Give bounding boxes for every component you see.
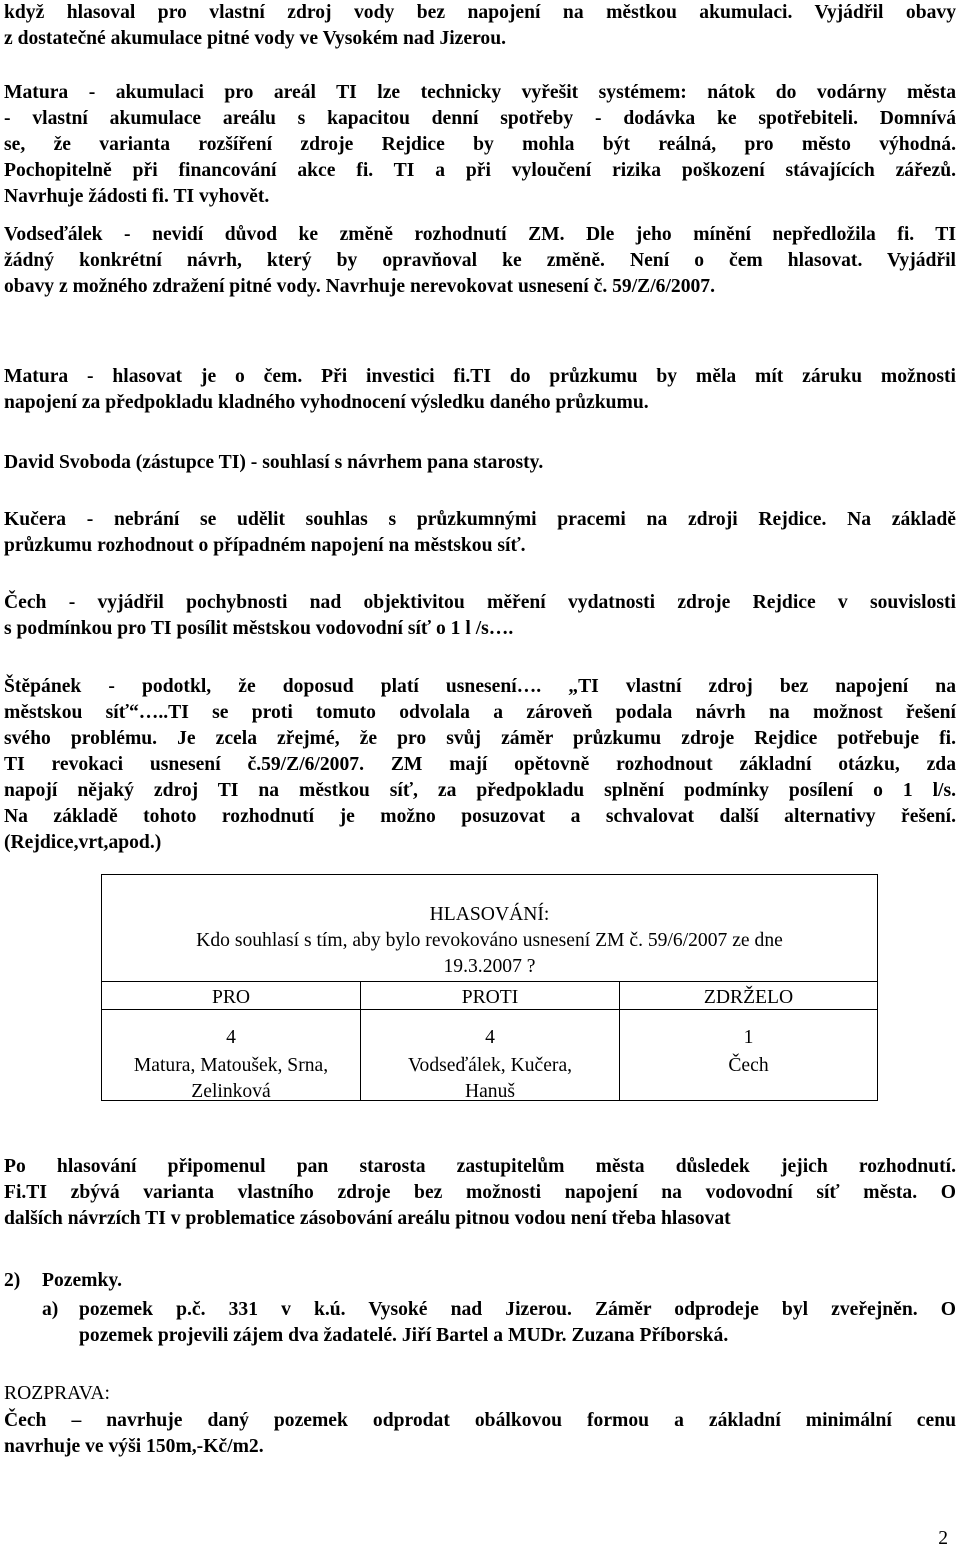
item-a-marker: a): [42, 1299, 59, 1320]
paragraph-8: [4, 674, 956, 856]
text-line: Fi.TI zbývá varianta vlastního zdroje bez možnosti napojení na vodovodní síť města. O: [4, 1182, 956, 1203]
paragraph-9: [4, 1154, 956, 1232]
text-line: dalších návrzích TI v problematice zásobování areálu pitnou vodou není třeba hlasovat: [4, 1208, 731, 1229]
page-number: 2: [938, 1528, 948, 1549]
vote-column-zdrzelo: [620, 982, 877, 1100]
text-line: napojí nějaký zdroj TI na městkou síť, za předpokladu splnění podmínky posílení o 1 l/s.: [4, 780, 956, 801]
text-line: (Rejdice,vrt,apod.): [4, 832, 162, 853]
voting-table-header: [102, 875, 877, 982]
rozprava-text: [4, 1408, 956, 1460]
paragraph-4: [4, 364, 956, 416]
vote-names-pro: [102, 1053, 360, 1105]
text-line: David Svoboda (zástupce TI) - souhlasí s návrhem pana starosty.: [4, 452, 544, 473]
text-line: obavy z možného zdražení pitné vody. Navrhuje nerevokovat usnesení č. 59/Z/6/2007.: [4, 276, 716, 297]
text-line: Štěpánek - podotkl, že doposud platí usnesení…. „TI vlastní zdroj bez napojení na: [4, 676, 956, 697]
text-line: navrhuje ve výši 150m,-Kč/m2.: [4, 1436, 264, 1457]
text-line: pozemek projevili zájem dva žadatelé. Jiří Bartel a MUDr. Zuzana Příborská.: [79, 1325, 729, 1346]
paragraph-1: [4, 0, 956, 52]
paragraph-5: [4, 450, 956, 476]
vote-names-line: Matura, Matoušek, Srna,: [133, 1055, 329, 1076]
text-line: Kučera - nebrání se udělit souhlas s průzkumnými pracemi na zdroji Rejdice. Na základě: [4, 509, 956, 530]
text-line: TI revokaci usnesení č.59/Z/6/2007. ZM mají opětovně rozhodnout základní otázku, zda: [4, 754, 956, 775]
vote-label-proti: PROTI: [461, 987, 519, 1008]
vote-label-zdrzelo: ZDRŽELO: [703, 987, 794, 1008]
paragraph-2: [4, 80, 956, 210]
vote-count-pro: 4: [226, 1027, 236, 1048]
vote-label-pro: PRO: [211, 987, 251, 1008]
paragraph-6: [4, 507, 956, 559]
voting-question-date: 19.3.2007 ?: [443, 956, 536, 977]
text-line: Na základě tohoto rozhodnutí je možno posuzovat a schvalovat další alternativy řešení.: [4, 806, 956, 827]
text-line: žádný konkrétní návrh, který by opravňoval ke změně. Není o čem hlasovat. Vyjádřil: [4, 250, 956, 271]
vote-column-proti: [361, 982, 619, 1100]
vote-count-proti: 4: [485, 1027, 495, 1048]
text-line: Čech - vyjádřil pochybnosti nad objektivitou měření vydatnosti zdroje Rejdice v souvislosti: [4, 592, 956, 613]
text-line: se, že varianta rozšíření zdroje Rejdice by mohla být reálná, pro město výhodná.: [4, 134, 956, 155]
vote-column-pro: [102, 982, 360, 1100]
text-line: Čech – navrhuje daný pozemek odprodat obálkovou formou a základní minimální cenu: [4, 1410, 956, 1431]
text-line: Po hlasování připomenul pan starosta zastupitelům města důsledek jejich rozhodnutí.: [4, 1156, 956, 1177]
paragraph-7: [4, 590, 956, 642]
rozprava-label: ROZPRAVA:: [4, 1383, 110, 1404]
text-line: Matura - hlasovat je o čem. Při investici fi.TI do průzkumu by měla mít záruku možnosti: [4, 366, 956, 387]
text-line: svého problému. Je zcela zřejmé, že pro svůj záměr průzkumu zdroje Rejdice potřebuje fi.: [4, 728, 956, 749]
vote-names-proti: [361, 1053, 619, 1105]
vote-names-line: Vodseďálek, Kučera,: [407, 1055, 573, 1076]
section-title: Pozemky.: [42, 1270, 122, 1291]
text-line: Navrhuje žádosti fi. TI vyhovět.: [4, 186, 270, 207]
rozprava-heading: [4, 1381, 956, 1407]
vote-names-line: Hanuš: [464, 1081, 516, 1102]
item-a: [4, 1297, 956, 1349]
voting-table: [101, 874, 878, 1101]
text-line: Pochopitelně při financování akce fi. TI a při vyloučení rizika poškození stávajících zářezů.: [4, 160, 956, 181]
paragraph-3: [4, 222, 956, 300]
vote-count-zdrzelo: 1: [743, 1027, 754, 1048]
text-line: - vlastní akumulace areálu s kapacitou denní spotřeby - dodávka ke spotřebiteli. Domnívá: [4, 108, 956, 129]
text-line: když hlasoval pro vlastní zdroj vody bez napojení na městkou akumulaci. Vyjádřil obavy: [4, 2, 956, 23]
voting-heading: HLASOVÁNÍ:: [429, 904, 550, 925]
text-line: Matura - akumulaci pro areál TI lze technicky vyřešit systémem: nátok do vodárny města: [4, 82, 956, 103]
text-line: napojení za předpokladu kladného vyhodnocení výsledku daného průzkumu.: [4, 392, 649, 413]
voting-question: Kdo souhlasí s tím, aby bylo revokováno usnesení ZM č. 59/6/2007 ze dne: [196, 930, 783, 951]
vote-names-line: Zelinková: [191, 1081, 271, 1102]
text-line: Vodseďálek - nevidí důvod ke změně rozhodnutí ZM. Dle jeho mínění nepředložila fi. TI: [4, 224, 956, 245]
vote-names-line: Čech: [728, 1055, 769, 1076]
vote-names-zdrzelo: [620, 1053, 877, 1079]
text-line: z dostatečné akumulace pitné vody ve Vysokém nad Jizerou.: [4, 28, 507, 49]
section-number: 2): [4, 1270, 21, 1291]
section-2-heading: [4, 1268, 956, 1294]
text-line: s podmínkou pro TI posílit městskou vodovodní síť o 1 l /s….: [4, 618, 514, 639]
text-line: městskou síť“…..TI se proti tomuto odvolala a zároveň podala návrh na možnost řešení: [4, 702, 956, 723]
text-line: pozemek p.č. 331 v k.ú. Vysoké nad Jizerou. Záměr odprodeje byl zveřejněn. O: [79, 1299, 956, 1320]
text-line: průzkumu rozhodnout o případném napojení na městskou síť.: [4, 535, 526, 556]
